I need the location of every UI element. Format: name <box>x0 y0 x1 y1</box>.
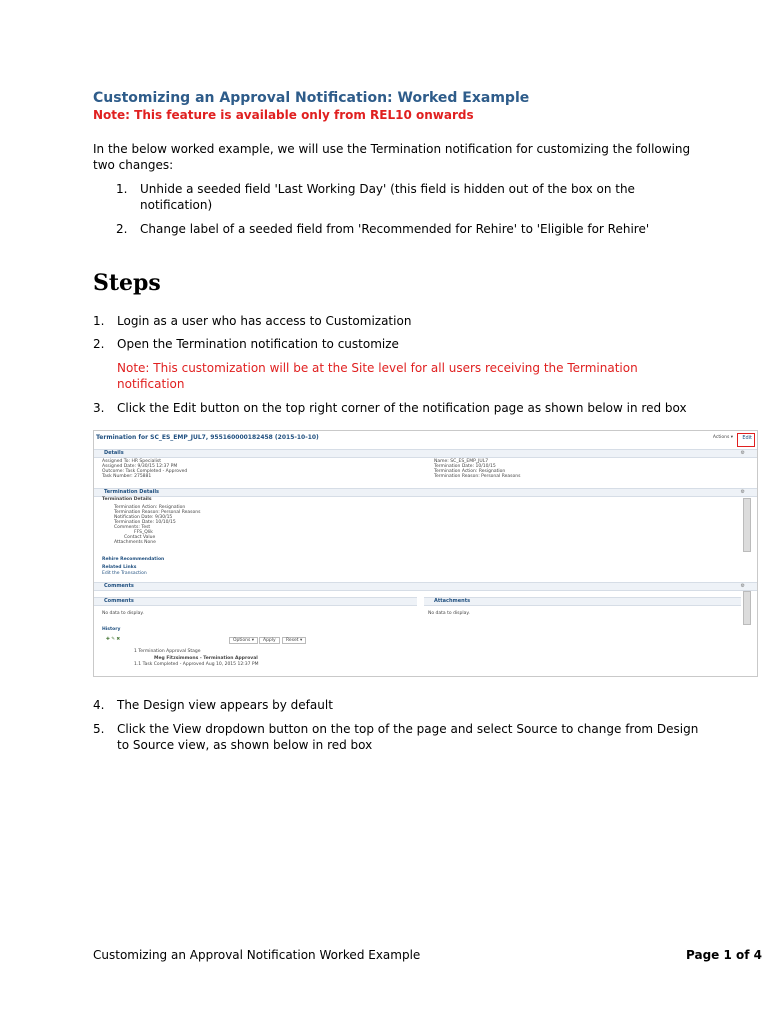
list-text: Change label of a seeded field from 'Recommended for Rehire' to 'Eligible for Rehire' <box>140 222 650 236</box>
list-number: 5. <box>93 722 105 736</box>
termination-field-6: FFS_Qlik <box>134 530 153 535</box>
add-icon[interactable]: ✚ ✎ ✖ <box>106 637 121 642</box>
attachments-empty: No data to display. <box>428 611 470 616</box>
termination-field-7: Contact Value <box>124 535 156 540</box>
list-number: 2. <box>116 222 128 236</box>
list-text-line2: to Source view, as shown below in red box <box>117 738 373 752</box>
apply-button[interactable]: Apply <box>259 637 280 644</box>
comments-subbar <box>94 597 417 606</box>
details-left-2: Assigned Date: 9/30/15 12:37 PM <box>102 464 178 469</box>
details-right-3: Termination Action: Resignation <box>434 469 506 474</box>
related-links-section[interactable]: Related Links <box>102 565 137 570</box>
gear-icon[interactable]: ⚙ <box>740 583 745 589</box>
list-number: 4. <box>93 698 105 712</box>
availability-note: Note: This feature is available only from REL10 onwards <box>93 108 474 122</box>
actions-menu[interactable]: Actions ▾ <box>712 435 733 440</box>
list-number: 1. <box>116 182 128 196</box>
details-right-2: Termination Date: 10/10/15 <box>434 464 496 469</box>
section-label: Attachments <box>434 598 471 604</box>
details-left-3: Outcome: Task Completed - Approved <box>102 469 188 474</box>
list-text-line2: notification) <box>140 198 213 212</box>
gear-icon[interactable]: ⚙ <box>740 489 745 495</box>
gear-icon[interactable]: ⚙ <box>740 450 745 456</box>
history-row-2: Meg Fitzsimmons - Termination Approval <box>154 656 258 661</box>
notification-screenshot <box>93 430 758 677</box>
comments-scrollbar[interactable] <box>743 591 751 625</box>
attachments-subbar <box>424 597 741 606</box>
edit-button[interactable]: Edit <box>742 435 752 441</box>
intro-paragraph: In the below worked example, we will use the Termination notification for customizing the following two changes: <box>93 142 691 172</box>
list-text: Open the Termination notification to customize <box>117 337 399 351</box>
options-dropdown[interactable]: Options ▾ <box>229 637 258 644</box>
history-row-1: 1 Termination Approval Stage <box>134 649 201 654</box>
footer-title: Customizing an Approval Notification Worked Example <box>93 948 421 962</box>
details-right-4: Termination Reason: Personal Reasons <box>434 474 521 479</box>
termination-field-8: Attachments None <box>114 540 156 545</box>
rehire-section[interactable]: Rehire Recommendation <box>102 557 165 562</box>
section-label: Comments <box>104 598 134 604</box>
termination-field-3: Notification Date: 9/30/15 <box>114 515 173 520</box>
termination-field-2: Termination Reason: Personal Reasons <box>114 510 201 515</box>
notification-header: Termination for SC_ES_EMP_JUL7, 955160000182458 (2015-10-10) <box>96 434 319 441</box>
document-title: Customizing an Approval Notification: Worked Example <box>93 90 530 106</box>
termination-section-bar[interactable] <box>94 488 757 497</box>
section-label: Termination Details <box>104 489 160 495</box>
details-left-1: Assigned To: HR Specialist <box>102 459 161 464</box>
list-text: Click the Edit button on the top right corner of the notification page as shown below in red box <box>117 401 687 415</box>
list-text-line1: Unhide a seeded field 'Last Working Day' (this field is hidden out of the box on the <box>140 182 635 196</box>
list-text: The Design view appears by default <box>117 698 333 712</box>
page-number: Page 1 of 4 <box>686 948 762 962</box>
details-left-4: Task Number: 275881 <box>102 474 152 479</box>
comments-section-bar[interactable] <box>94 582 757 591</box>
edit-transaction-link[interactable]: Edit the Transaction <box>102 571 147 576</box>
termination-field-5: Comments: Test <box>114 525 151 530</box>
section-label: Details <box>104 450 124 456</box>
history-section[interactable]: History <box>102 627 121 632</box>
history-row-3: 1.1 Task Completed - Approved Aug 10, 2015 12:37 PM <box>134 662 259 667</box>
note-line2: notification <box>117 377 185 391</box>
section-label: Comments <box>104 583 134 589</box>
list-number: 3. <box>93 401 105 415</box>
details-right-1: Name: SC_ES_EMP_JUL7 <box>434 459 489 464</box>
list-text-line1: Click the View dropdown button on the top of the page and select Source to change from Design <box>117 722 699 736</box>
termination-field-1: Termination Action: Resignation <box>114 505 186 510</box>
list-text: Login as a user who has access to Customization <box>117 314 412 328</box>
list-number: 1. <box>93 314 105 328</box>
details-section-bar[interactable] <box>94 449 757 458</box>
reset-button[interactable]: Reset ▾ <box>282 637 306 644</box>
termination-subheading: Termination Details <box>102 497 152 502</box>
comments-empty: No data to display. <box>102 611 144 616</box>
termination-field-4: Termination Date: 10/10/15 <box>114 520 176 525</box>
steps-heading: Steps <box>93 270 161 296</box>
note-line1: Note: This customization will be at the Site level for all users receiving the Termination <box>117 361 638 375</box>
list-number: 2. <box>93 337 105 351</box>
details-scrollbar[interactable] <box>743 498 751 552</box>
